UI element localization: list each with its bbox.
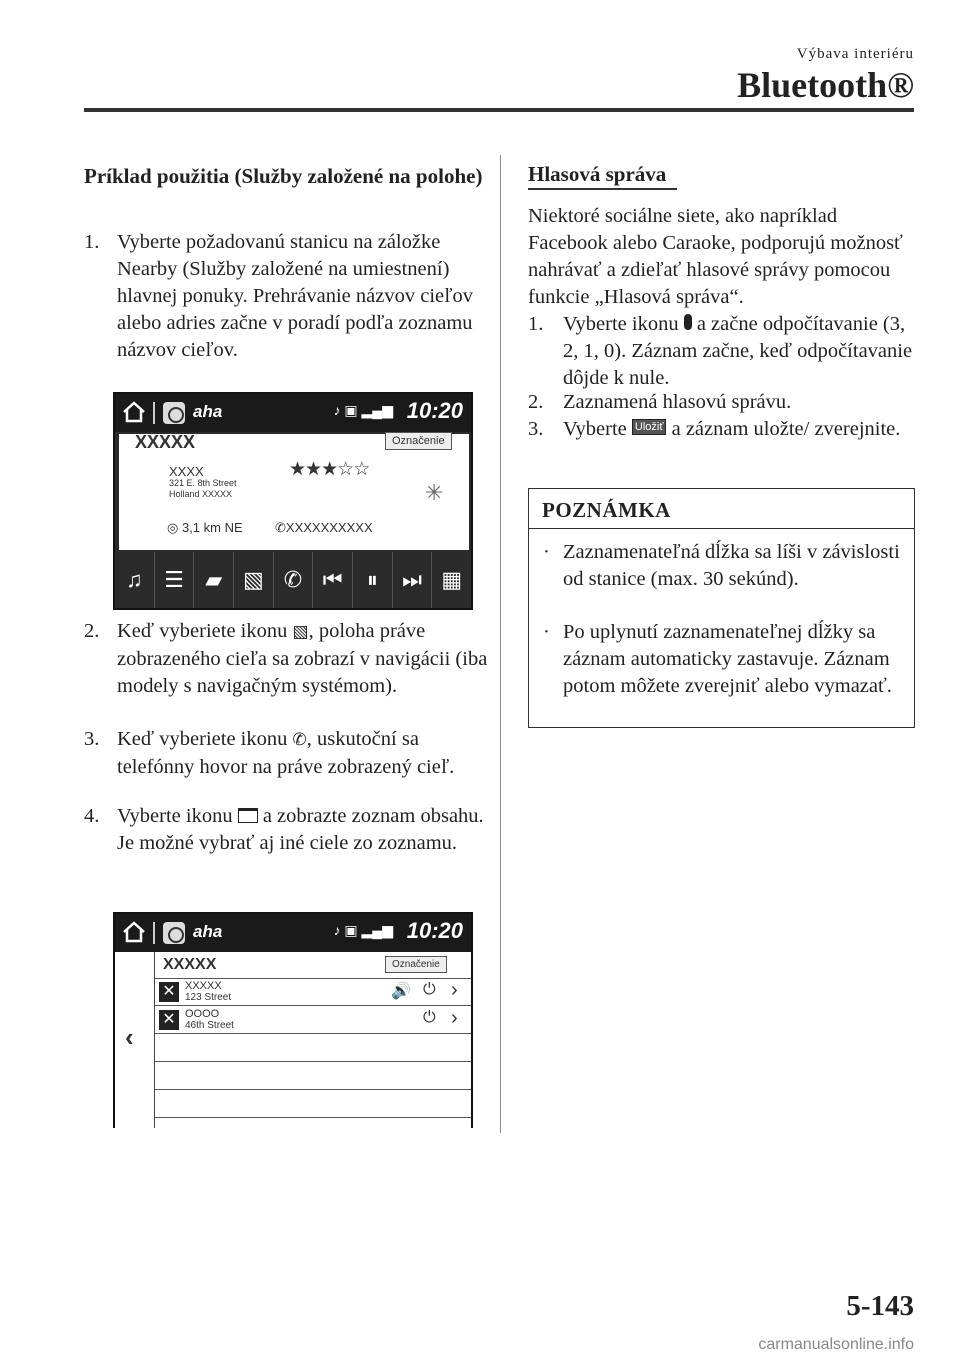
watermark: carmanualsonline.info: [758, 1336, 914, 1353]
place-city: Holland XXXXX: [169, 489, 233, 499]
step-3: [84, 726, 489, 807]
phone-icon[interactable]: ✆: [273, 552, 313, 608]
list-item: [155, 1035, 471, 1062]
header-rule: [84, 108, 914, 112]
step-text: [117, 618, 489, 700]
step-1: [528, 311, 918, 392]
bullet-dot: ·: [543, 621, 550, 643]
bullet-text: Po uplynutí zaznamenateľnej dĺžky sa záznam automaticky zastavuje. Záznam potom môžete zverejniť alebo vymazať.: [563, 621, 892, 697]
station-title: XXXXX: [135, 432, 196, 452]
step-text-a: Keď vyberiete ikonu: [117, 728, 293, 750]
divider: [153, 922, 155, 944]
step-number: 3.: [84, 728, 100, 750]
item-name: XXXXX: [185, 980, 222, 992]
loading-icon: ✳: [425, 480, 444, 505]
list-panel: [155, 952, 471, 1128]
paragraph: Niektoré sociálne siete, ako napríklad Facebook alebo Caraoke, podporujú možnosť nahrávať a zdieľať hlasové správy pomocou funkcie „Hlasová správa“.: [528, 205, 903, 308]
status-bar: [115, 394, 471, 432]
list-item[interactable]: [155, 979, 471, 1006]
heading-underline: [528, 188, 677, 190]
step-number: 2.: [528, 391, 544, 413]
step-number: 2.: [84, 620, 100, 642]
next-icon[interactable]: ⏭: [392, 552, 432, 608]
item-street: 123 Street: [185, 992, 232, 1003]
star-empty-icon: ☆: [353, 459, 370, 480]
step-text: [563, 311, 918, 392]
place-address: 321 E. 8th Street: [169, 478, 237, 488]
step-number: 1.: [84, 231, 100, 253]
note-bullet: [543, 539, 903, 620]
step-text: Vyberte požadovanú stanicu na záložke Nearby (Služby založené na umiestnení) hlavnej ponuky. Prehrávanie názvov cieľov alebo adries začne v poradí podľa zoznamu názvov cieľov.: [117, 231, 473, 361]
step-number: 3.: [528, 418, 544, 440]
equalizer-icon[interactable]: ▦: [431, 552, 471, 608]
station-title: XXXXX: [163, 956, 217, 973]
section-heading: Príklad použitia (Služby založené na polohe): [84, 164, 483, 188]
note-bullet: [543, 619, 903, 727]
note-heading: POZNÁMKA: [529, 489, 914, 529]
step-text: Zaznamená hlasovú správu.: [563, 391, 792, 413]
step-2: [528, 389, 918, 416]
list-icon[interactable]: ☰: [154, 552, 194, 608]
bullet-text: Zaznamenateľná dĺžka sa líši v závislosti od stanice (max. 30 sekúnd).: [563, 541, 900, 590]
item-street: 46th Street: [185, 1020, 234, 1031]
home-icon[interactable]: [121, 920, 147, 944]
back-arrow-icon[interactable]: ‹: [125, 1022, 134, 1052]
app-name: aha: [193, 402, 223, 421]
step-number: 4.: [84, 805, 100, 827]
detail-panel: [119, 434, 469, 550]
control-bar: [115, 552, 471, 608]
chevron-right-icon: ›: [451, 979, 458, 1001]
step-text-a: Vyberte: [563, 418, 632, 440]
list-item: [155, 1063, 471, 1090]
distance: [167, 520, 243, 536]
home-icon[interactable]: [121, 400, 147, 424]
aha-app-icon: [163, 402, 185, 424]
power-icon: ⏻: [423, 981, 436, 998]
step-text-b: , uskutoční sa telefónny hovor na práve zobrazený cieľ.: [117, 728, 455, 778]
step-text-b: a začne odpočítavanie (3, 2, 1, 0). Záznam začne, keď odpočítavanie dôjde k nule.: [563, 313, 913, 389]
star-filled-icon: ★: [321, 459, 338, 480]
list-item: [155, 1091, 471, 1118]
pause-icon[interactable]: ⏸: [352, 552, 392, 608]
step-text-a: Keď vyberiete ikonu: [117, 620, 293, 642]
step-text-b: a záznam uložte/ zverejnite.: [666, 418, 901, 440]
status-bar: [115, 914, 471, 952]
step-text-a: Vyberte ikonu: [563, 313, 684, 335]
step-4: [84, 803, 489, 911]
place-name: XXXX: [169, 464, 204, 479]
step-text-b: , poloha práve zobrazeného cieľa sa zobrazí v navigácii (iba modely s navigačným systémom).: [117, 620, 488, 697]
step-2: [84, 618, 489, 726]
step-text: [117, 726, 489, 781]
folder-icon[interactable]: ▰: [193, 552, 233, 608]
page-title: Bluetooth®: [737, 65, 914, 105]
step-number: 1.: [528, 313, 544, 335]
map-icon: ▧: [292, 622, 309, 642]
section-name: Výbava interiéru: [796, 46, 914, 62]
chevron-right-icon: ›: [451, 1007, 458, 1029]
microphone-icon: [684, 314, 692, 330]
star-filled-icon: ★: [305, 459, 322, 480]
phone-number: [275, 520, 373, 536]
screen-detail: [113, 392, 473, 610]
step-1: [84, 229, 489, 389]
clock: 10:20: [406, 918, 463, 943]
signal-icons: ♪ ▣ ▂▄▆: [333, 402, 393, 418]
rating-stars: [289, 458, 369, 481]
column-divider: [500, 155, 501, 1133]
step-text: [117, 803, 489, 857]
location-icon: ◎: [167, 520, 182, 535]
folder-icon: [238, 808, 258, 823]
speaker-icon: 🔊: [391, 983, 411, 1000]
back-column: [115, 952, 155, 1128]
step-3: [528, 416, 918, 470]
page-number: 5-143: [846, 1290, 914, 1322]
distance-text: 3,1 km NE: [181, 520, 243, 535]
power-icon: ⏻: [423, 1009, 436, 1026]
clock: 10:20: [406, 398, 463, 423]
aha-app-icon: [163, 922, 185, 944]
list-item[interactable]: [155, 1007, 471, 1034]
phone-icon: ✆: [292, 730, 307, 750]
section-heading: Hlasová správa: [528, 162, 667, 186]
star-empty-icon: ☆: [337, 459, 354, 480]
phone-icon: ✆: [275, 520, 286, 535]
bullet-dot: ·: [543, 541, 550, 563]
previous-icon[interactable]: ⏮: [312, 552, 352, 608]
place-icon: ✕: [159, 982, 179, 1002]
phone-text: XXXXXXXXXX: [285, 520, 373, 535]
step-text-a: Vyberte ikonu: [117, 805, 238, 827]
music-icon[interactable]: ♫: [126, 567, 143, 592]
screen-list: [113, 912, 473, 1128]
place-icon: ✕: [159, 1010, 179, 1030]
step-text: [563, 416, 918, 443]
save-button: Uložiť: [632, 419, 667, 435]
tag-button[interactable]: Označenie: [385, 432, 452, 450]
item-name: OOOO: [185, 1008, 220, 1020]
divider: [153, 402, 155, 424]
signal-icons: ♪ ▣ ▂▄▆: [333, 922, 393, 938]
step-text-b: a zobrazte zoznam obsahu. Je možné vybrať aj iné ciele zo zoznamu.: [117, 805, 484, 854]
app-name: aha: [193, 922, 223, 941]
map-icon[interactable]: ▧: [233, 552, 273, 608]
note-box: [528, 488, 915, 728]
tag-button[interactable]: Označenie: [385, 956, 447, 973]
star-filled-icon: ★: [289, 459, 306, 480]
